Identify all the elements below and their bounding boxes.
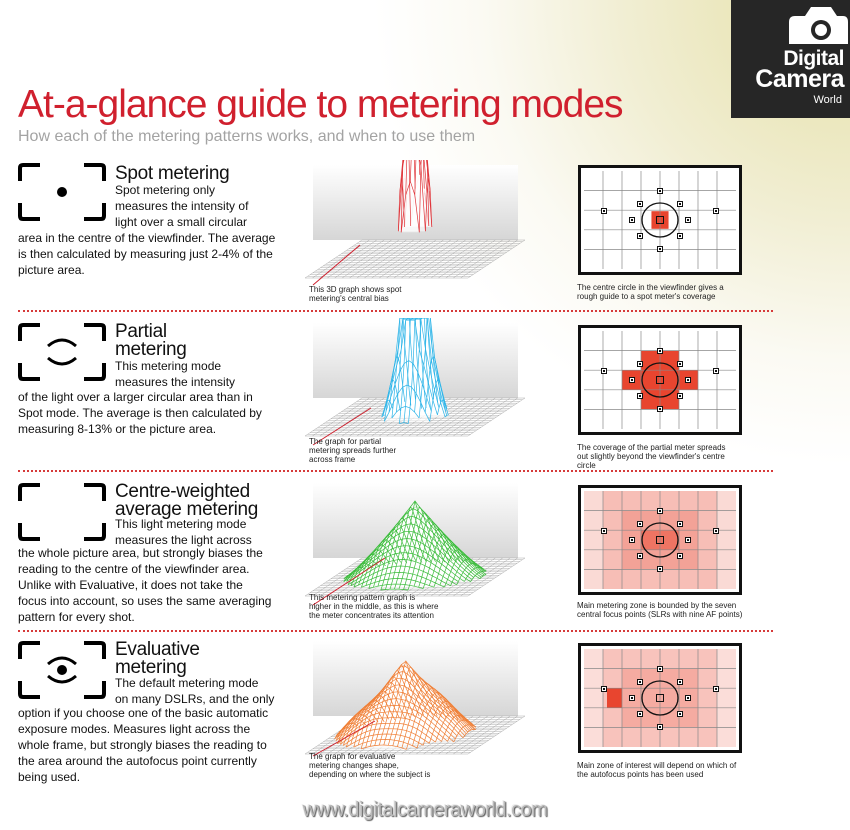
- section-4-desc-wide: option if you choose one of the basic automatic exposure modes. Measures light across the whole frame, but strongly biases the reading to the area around the autofocus point currently being used.: [18, 706, 269, 784]
- section-2-graph-caption: The graph for partial metering spreads further across frame: [309, 437, 397, 464]
- centre-weighted-viewfinder-diagram: [578, 485, 742, 595]
- spot-viewfinder-diagram: [578, 165, 742, 275]
- section-2-desc-narrow: This metering mode measures the intensity: [115, 359, 236, 389]
- page-subtitle: How each of the metering patterns works, and when to use them: [18, 128, 476, 145]
- partial-viewfinder-diagram: [578, 325, 742, 435]
- spot-metering-graph: [305, 160, 525, 295]
- section-4-graph-caption: The graph for evaluative metering changes shape, depending on where the subject is: [309, 752, 431, 779]
- section-3-title: Centre-weighted average metering: [115, 481, 259, 520]
- section-1-title: Spot metering: [115, 163, 230, 184]
- section-3-desc-wide: the whole picture area, but strongly biases the reading to the centre of the viewfinder area. Unlike with Evaluative, it does not take the focus into account, so uses the same averaging pattern for every shot.: [18, 546, 272, 624]
- partial-metering-graph: [305, 318, 525, 453]
- section-2-desc-wide: of the light over a larger circular area than in Spot mode. The average is then calculated by measuring 8-13% or the picture area.: [18, 390, 262, 436]
- evaluative-viewfinder-diagram: [578, 643, 742, 753]
- section-divider: [18, 310, 773, 312]
- section-3-viewfinder-caption: Main metering zone is bounded by the seven central focus points (SLRs with nine AF points): [577, 601, 743, 619]
- section-divider: [18, 470, 773, 472]
- section-2-title: Partial metering: [115, 321, 187, 360]
- section-4-desc-narrow: The default metering mode on many DSLRs, and the only: [115, 676, 275, 706]
- camera-icon: [731, 0, 850, 50]
- website-url: www.digitalcameraworld.com: [302, 799, 548, 821]
- section-3-desc-narrow: This light metering mode measures the light across: [115, 517, 252, 547]
- centre-weighted-metering-icon: [18, 483, 106, 541]
- section-1-desc-wide: area in the centre of the viewfinder. The average is then calculated by measuring just 2-4% of the picture area.: [18, 231, 276, 277]
- logo-line-3: World: [813, 94, 842, 106]
- section-4-title: Evaluative metering: [115, 639, 200, 678]
- evaluative-metering-icon: [18, 641, 106, 699]
- section-4-viewfinder-caption: Main zone of interest will depend on which of the autofocus points has been used: [577, 761, 737, 779]
- spot-metering-icon: [18, 163, 106, 221]
- section-divider: [18, 630, 773, 632]
- section-3-graph-caption: This metering pattern graph is higher in the middle, as this is where the meter concentrates its attention: [309, 593, 439, 620]
- page-title: At-a-glance guide to metering modes: [18, 83, 623, 126]
- logo-line-1: Digital: [783, 47, 844, 70]
- brand-logo: [731, 0, 850, 118]
- evaluative-metering-graph: [305, 636, 525, 771]
- section-1-graph-caption: This 3D graph shows spot metering's central bias: [309, 285, 402, 303]
- section-1-desc-narrow: Spot metering only measures the intensity of light over a small circular: [115, 183, 249, 229]
- logo-line-2: Camera: [755, 65, 844, 93]
- section-1-viewfinder-caption: The centre circle in the viewfinder gives a rough guide to a spot meter's coverage: [577, 283, 724, 301]
- partial-metering-icon: [18, 323, 106, 381]
- section-2-viewfinder-caption: The coverage of the partial meter spreads out slightly beyond the viewfinder's centre circle: [577, 443, 726, 470]
